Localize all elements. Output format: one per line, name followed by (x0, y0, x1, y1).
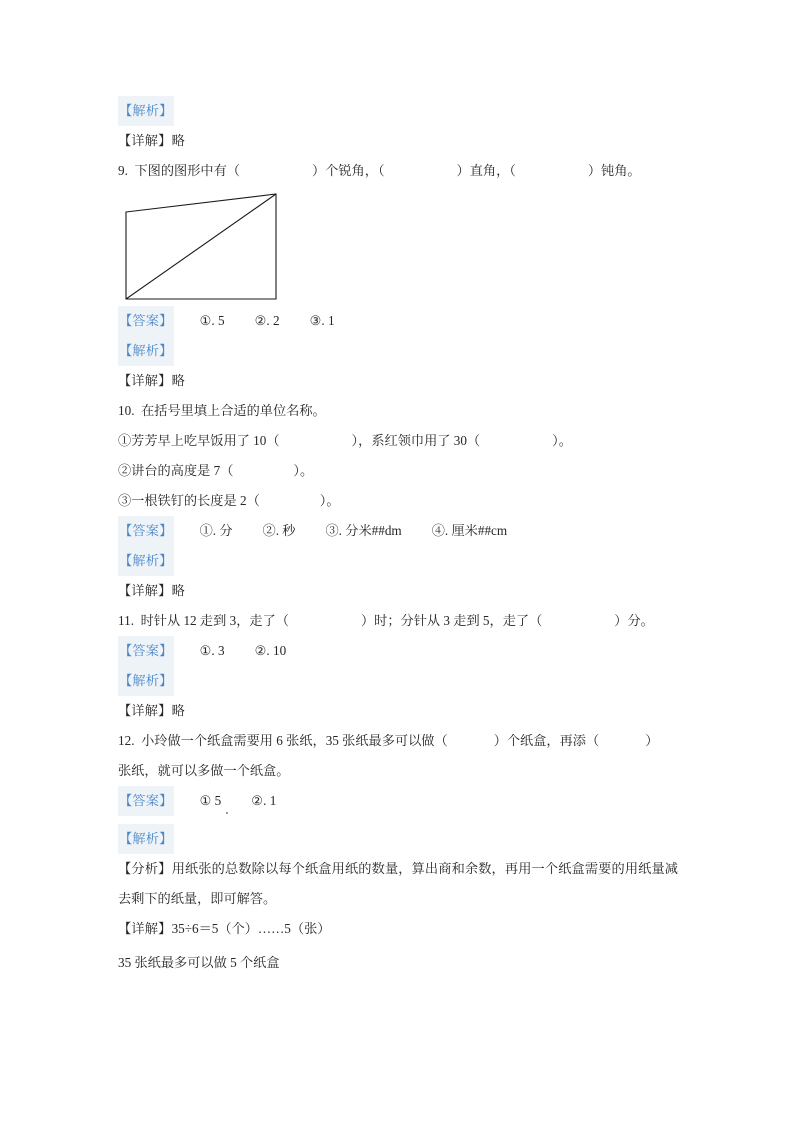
question-9-analysis-row (118, 336, 678, 366)
sub-item-1-part3: ）。 (552, 433, 572, 448)
question-12-answer-row (118, 786, 678, 816)
question-10-sub-3 (118, 486, 678, 516)
question-9-part1: 下图的图形中有（ (134, 163, 240, 178)
answer-item: ③. 1 (309, 313, 335, 328)
detail-tag: 【详解】 (118, 133, 172, 148)
answer-tag: 【答案】 (118, 636, 174, 666)
detail-text: 略 (171, 583, 185, 598)
question-9-number: 9. (118, 163, 128, 178)
detail-tag: 【详解】 (118, 373, 172, 388)
analysis-tag-row-top (118, 96, 678, 126)
question-12-answer-items (200, 786, 307, 816)
sub-item-1-part2: ），系红领巾用了 30（ (351, 433, 481, 448)
question-10-stem: 在括号里填上合适的单位名称。 (141, 403, 326, 418)
answer-item: ①. 5 (199, 313, 225, 328)
analysis-tag: 【解析】 (118, 96, 174, 126)
breakdown-tag: 【分析】 (118, 861, 172, 876)
detail-tag: 【详解】 (118, 703, 172, 718)
question-11-analysis-row (118, 666, 678, 696)
question-11-part2: ）时；分针从 3 走到 5，走了（ (360, 613, 543, 628)
detail-text: 略 (171, 373, 185, 388)
question-11-line (118, 606, 678, 636)
answer-item: ① 5 (199, 793, 222, 808)
sub-item-1-part1: ①芳芳早上吃早饭用了 10（ (118, 433, 280, 448)
question-9-part2: ）个锐角，（ (311, 163, 385, 178)
answer-item: ②. 1 (251, 793, 277, 808)
question-10-number: 10. (118, 403, 135, 418)
question-12-part1: 小玲做一个纸盒需要用 6 张纸，35 张纸最多可以做（ (141, 733, 448, 748)
question-9-answer-row (118, 306, 678, 336)
answer-item: ②. 10 (254, 643, 287, 658)
question-12-detail-row (118, 914, 678, 944)
breakdown-text: 用纸张的总数除以每个纸盒用纸的数量，算出商和余数，再用一个纸盒需要的用纸量减去剩下的纸量，即可解答。 (118, 861, 678, 906)
answer-tag: 【答案】 (118, 306, 174, 336)
answer-item: ①. 分 (199, 523, 233, 538)
answer-item: ③. 分米##dm (325, 523, 402, 538)
answer-tag: 【答案】 (118, 786, 174, 816)
question-9-answer-items (200, 306, 365, 336)
sub-item-2-part1: ②讲台的高度是 7（ (118, 463, 234, 478)
sub-item-2-part2: ）。 (293, 463, 314, 478)
question-11-answer-row (118, 636, 678, 666)
question-12-conclusion-row (118, 948, 678, 978)
spacer (118, 816, 678, 824)
question-9-detail-row (118, 366, 678, 396)
quadrilateral-with-diagonal-figure (120, 186, 320, 306)
question-12-number: 12. (118, 733, 135, 748)
question-9-figure-container (118, 186, 678, 306)
question-12-part2: ）个纸盒，再添（ (493, 733, 600, 748)
question-11-detail-row (118, 696, 678, 726)
detail-text: 略 (171, 703, 185, 718)
question-10-sub-2 (118, 456, 678, 486)
question-12-line-2 (118, 756, 678, 786)
question-9-line (118, 156, 678, 186)
stray-dot-mark (226, 812, 228, 814)
detail-formula: 35÷6＝5（个）……5（张） (171, 921, 331, 936)
question-11-part3: ）分。 (614, 613, 654, 628)
question-10-line (118, 396, 678, 426)
question-10-answer-items (200, 516, 538, 546)
detail-tag: 【详解】 (118, 583, 172, 598)
analysis-tag: 【解析】 (118, 336, 174, 366)
answer-item: ②. 秒 (262, 523, 296, 538)
answer-item: ①. 3 (199, 643, 225, 658)
detail-tag: 【详解】 (118, 921, 172, 936)
question-11-answer-items (200, 636, 317, 666)
detail-row-top (118, 126, 678, 156)
conclusion-text: 35 张纸最多可以做 5 个纸盒 (118, 955, 280, 970)
question-12-line2-text: 张纸，就可以多做一个纸盒。 (118, 763, 290, 778)
question-12-line-1 (118, 726, 678, 756)
sub-item-3-part1: ③一根铁钉的长度是 2（ (118, 493, 260, 508)
analysis-tag: 【解析】 (118, 546, 174, 576)
answer-item: ②. 2 (254, 313, 280, 328)
detail-text: 略 (171, 133, 185, 148)
question-10-sub-1 (118, 426, 678, 456)
document-content (118, 96, 678, 978)
answer-tag: 【答案】 (118, 516, 174, 546)
sub-item-3-part2: ）。 (319, 493, 340, 508)
question-12-breakdown-paragraph (118, 854, 678, 914)
question-12-part3: ） (645, 733, 659, 748)
question-10-analysis-row (118, 546, 678, 576)
question-9-part4: ）钝角。 (587, 163, 641, 178)
question-9-part3: ）直角，（ (456, 163, 516, 178)
question-10-answer-row (118, 516, 678, 546)
question-11-number: 11. (118, 613, 134, 628)
question-12-analysis-row (118, 824, 678, 854)
analysis-tag: 【解析】 (118, 666, 174, 696)
question-11-part1: 时针从 12 走到 3，走了（ (140, 613, 289, 628)
analysis-tag: 【解析】 (118, 824, 174, 854)
question-10-detail-row (118, 576, 678, 606)
answer-item: ④. 厘米##cm (431, 523, 508, 538)
